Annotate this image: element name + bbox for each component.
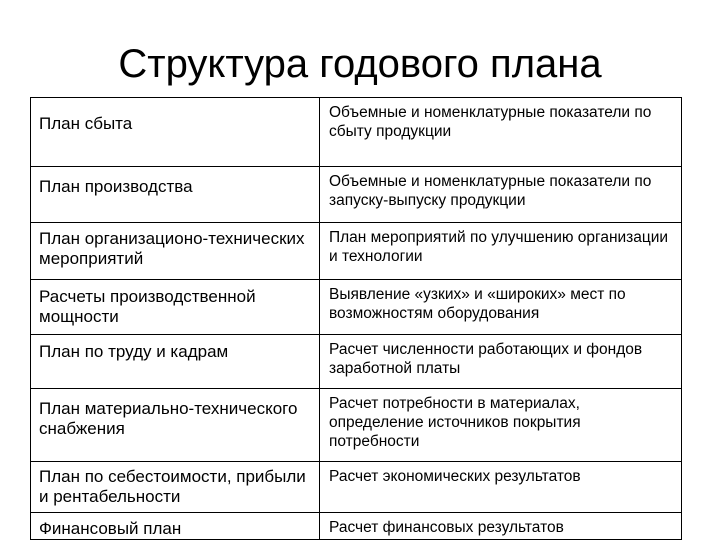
table-row xyxy=(31,167,682,223)
plan-name-cell: Расчеты производственной мощности xyxy=(31,280,320,335)
plan-name-cell: План материально-технического снабжения xyxy=(31,389,320,462)
table-row xyxy=(31,335,682,389)
plan-description-cell: План мероприятий по улучшению организации и технологии xyxy=(320,223,682,280)
plan-description-cell: Выявление «узких» и «широких» мест по возможностям оборудования xyxy=(320,280,682,335)
plan-description-cell: Расчет численности работающих и фондов заработной платы xyxy=(320,335,682,389)
plan-name-cell: План организационо-технических мероприятий xyxy=(31,223,320,280)
plan-name-cell: План по труду и кадрам xyxy=(31,335,320,389)
plan-description-cell: Расчет экономических результатов xyxy=(320,462,682,513)
plan-name-cell: План по себестоимости, прибыли и рентабельности xyxy=(31,462,320,513)
slide-title: Структура годового плана xyxy=(118,42,602,86)
plan-description-cell: Расчет потребности в материалах, определение источников покрытия потребности xyxy=(320,389,682,462)
table-row xyxy=(31,223,682,280)
plan-name-cell: План сбыта xyxy=(31,98,320,167)
plan-description-cell: Объемные и номенклатурные показатели по запуску-выпуску продукции xyxy=(320,167,682,223)
table-row xyxy=(31,280,682,335)
plan-name-cell: Финансовый план xyxy=(31,513,320,540)
table-row xyxy=(31,462,682,513)
plan-structure-table xyxy=(30,97,682,540)
plan-name-cell: План производства xyxy=(31,167,320,223)
table-row xyxy=(31,389,682,462)
table-row xyxy=(31,98,682,167)
plan-description-cell: Расчет финансовых результатов xyxy=(320,513,682,540)
table-row xyxy=(31,513,682,540)
plan-description-cell: Объемные и номенклатурные показатели по сбыту продукции xyxy=(320,98,682,167)
